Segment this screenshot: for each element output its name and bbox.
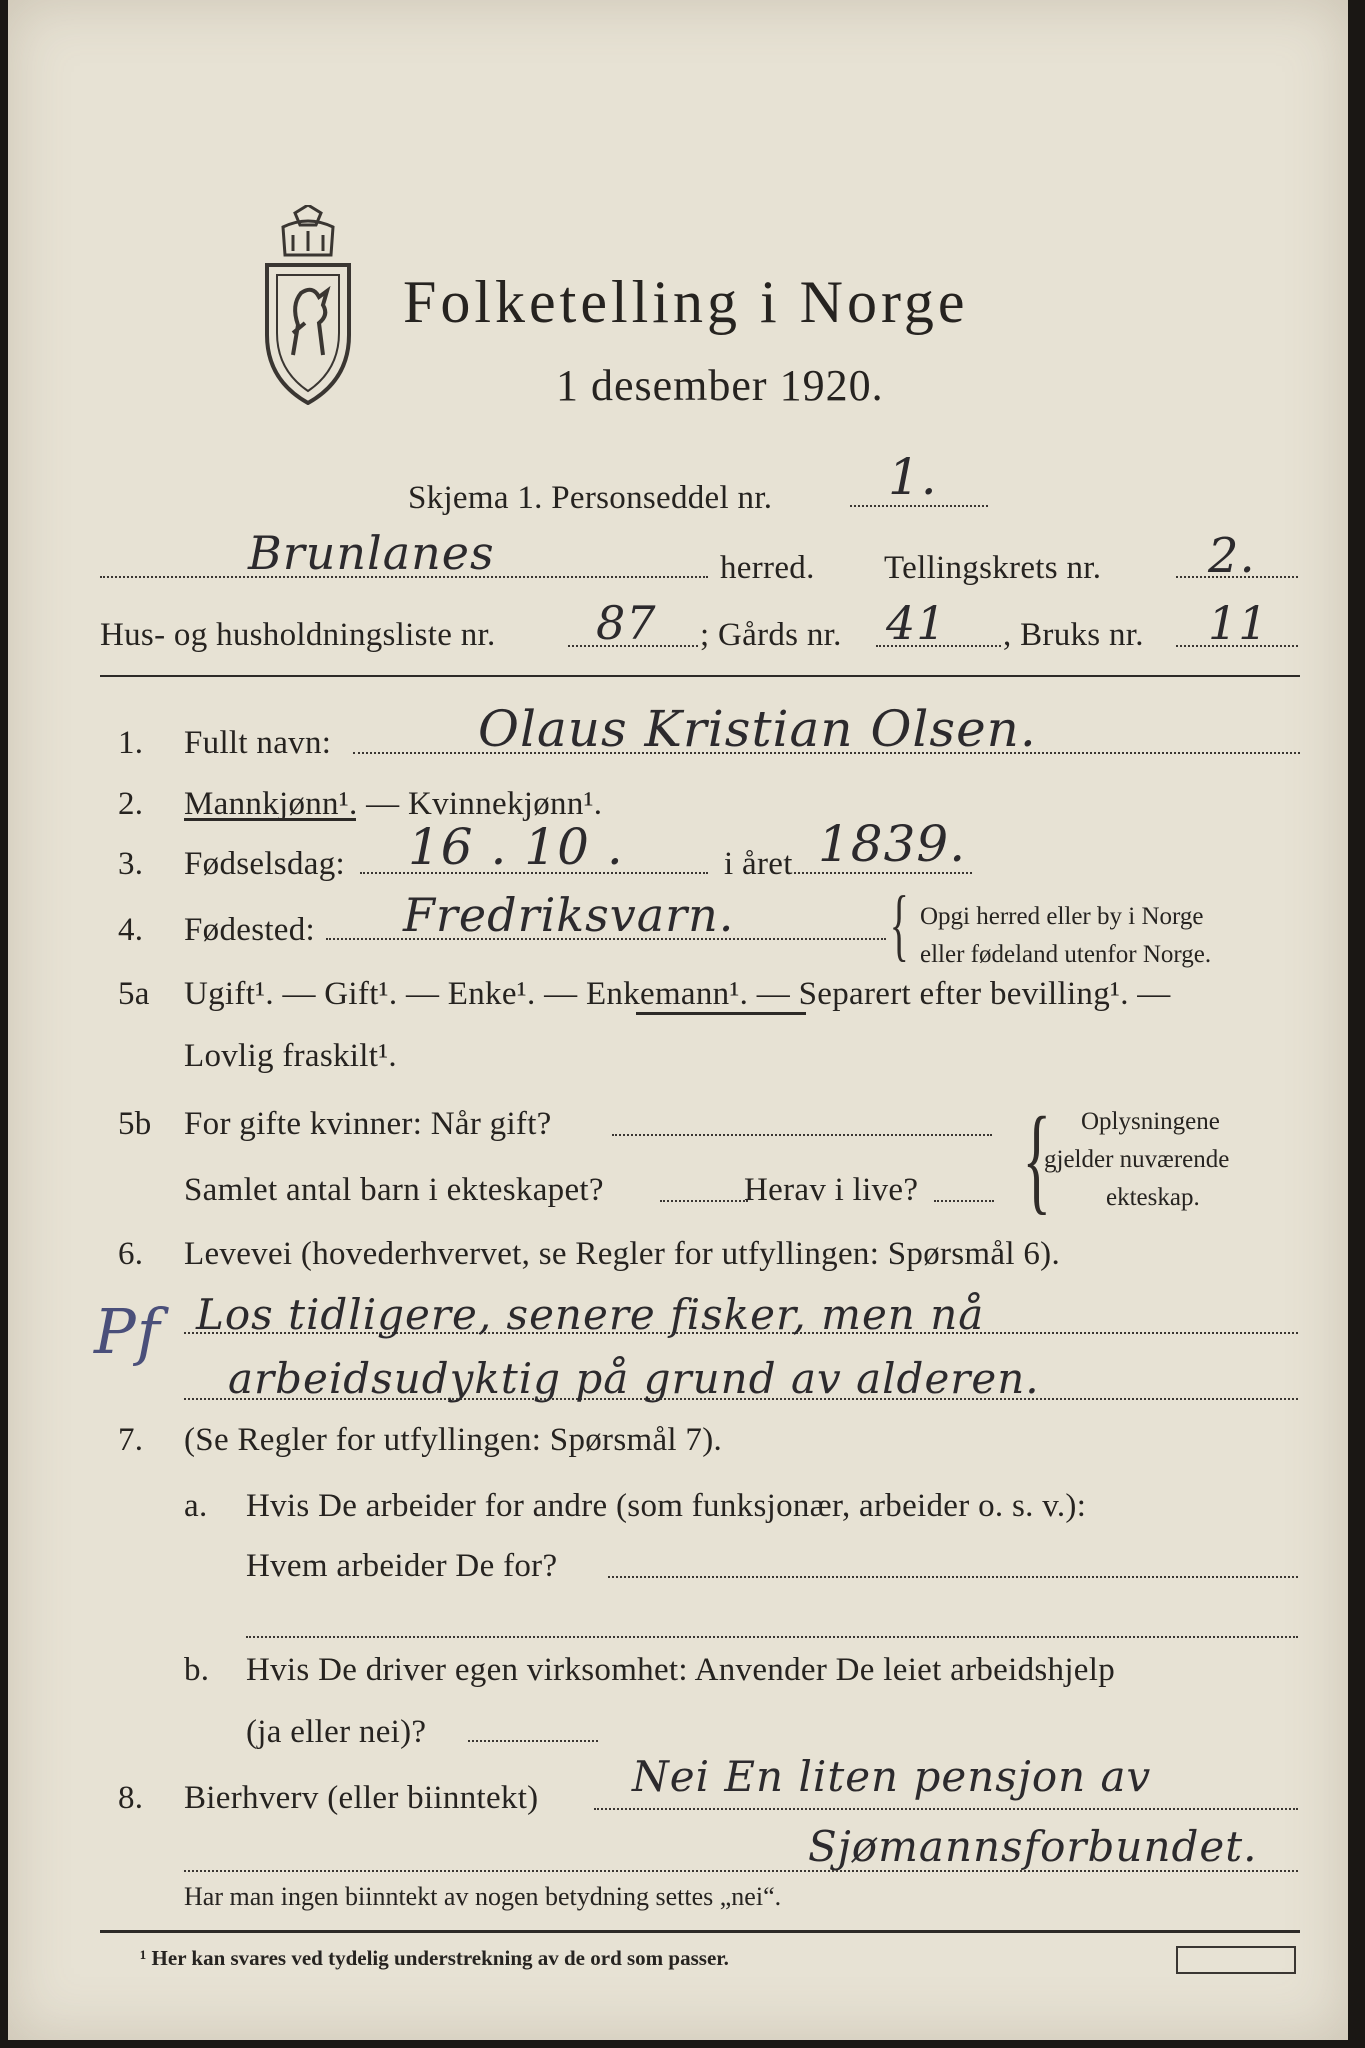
q5b-alive-label: Herav i live?: [744, 1172, 919, 1208]
birthplace-note-line2: eller fødeland utenfor Norge.: [920, 941, 1212, 968]
household-list-label: Hus- og husholdningsliste nr.: [100, 617, 496, 653]
q7-label: (Se Regler for utfyllingen: Spørsmål 7).: [184, 1422, 723, 1458]
full-name-value: Olaus Kristian Olsen.: [478, 700, 1037, 758]
q5b-note-line1: Oplysningene: [1081, 1108, 1220, 1135]
q6-label: Levevei (hovederhvervet, se Regler for utfyllingen: Spørsmål 6).: [184, 1236, 1061, 1272]
q7a-employer-label: Hvem arbeider De for?: [246, 1548, 558, 1584]
footnote: ¹ Her kan svares ved tydelig understrekning av de ord som passer.: [140, 1946, 729, 1970]
census-form-sheet: [8, 0, 1348, 2040]
coat-of-arms-icon: [253, 205, 363, 405]
farm-number-value: 41: [886, 596, 947, 650]
q2-label: Mannkjønn¹. — Kvinnekjønn¹.: [184, 786, 603, 822]
q7b-yes-no-label: (ja eller nei)?: [246, 1714, 427, 1750]
occupation-value-line1: Los tidligere, senere fisker, men nå: [196, 1290, 985, 1339]
birthplace-note-line1: Opgi herred eller by i Norge: [920, 903, 1204, 930]
schema-label: Skjema 1. Personseddel nr.: [408, 480, 773, 516]
side-income-value-line2: Sjømannsforbundet.: [808, 1822, 1258, 1871]
q7-number: 7.: [118, 1422, 144, 1458]
side-income-note: Har man ingen biinntekt av nogen betydning settes „nei“.: [184, 1882, 782, 1911]
census-district-label: Tellingskrets nr.: [884, 550, 1102, 586]
q7a-label: Hvis De arbeider for andre (som funksjonær, arbeider o. s. v.):: [246, 1488, 1087, 1524]
q4-number: 4.: [118, 912, 144, 948]
page-title: Folketelling i Norge: [403, 269, 969, 335]
q4-label: Fødested:: [184, 912, 316, 948]
q7b-label: Hvis De driver egen virksomhet: Anvender De leiet arbeidshjelp: [246, 1652, 1116, 1688]
q5a-number: 5a: [118, 976, 150, 1012]
printer-stamp: [1176, 1946, 1296, 1974]
q1-number: 1.: [118, 725, 144, 761]
farm-number-label: ; Gårds nr.: [700, 617, 842, 653]
personal-slip-number: 1.: [888, 448, 938, 506]
q7b-letter: b.: [184, 1652, 210, 1688]
occupation-value-line2: arbeidsudyktig på grund av alderen.: [228, 1354, 1040, 1403]
holding-number-value: 11: [1208, 596, 1269, 650]
q5b-number: 5b: [118, 1106, 152, 1142]
q3-label: Fødselsdag:: [184, 846, 345, 882]
q8-number: 8.: [118, 1780, 144, 1816]
q8-label: Bierhverv (eller biinntekt): [184, 1780, 539, 1816]
birthplace-value: Fredriksvarn.: [403, 888, 735, 942]
q5a-label-line2: Lovlig fraskilt¹.: [184, 1038, 397, 1074]
q5b-married-label: For gifte kvinner: Når gift?: [184, 1106, 552, 1142]
side-income-value-line1: Nei En liten pensjon av: [632, 1752, 1152, 1801]
birth-year-label: i året: [724, 846, 793, 882]
q3-number: 3.: [118, 846, 144, 882]
q1-label: Fullt navn:: [184, 725, 332, 761]
holding-number-label: , Bruks nr.: [1003, 617, 1144, 653]
page-subtitle: 1 desember 1920.: [556, 361, 884, 410]
q5b-children-label: Samlet antal barn i ekteskapet?: [184, 1172, 604, 1208]
q7a-letter: a.: [184, 1488, 208, 1524]
q5b-note-line2: gjelder nuværende: [1044, 1146, 1230, 1173]
birthdate-value: 16 . 10 .: [408, 818, 624, 876]
q5a-label: Ugift¹. — Gift¹. — Enke¹. — Enkemann¹. — Separert efter bevilling¹. —: [184, 976, 1171, 1012]
margin-annotation: Pf: [94, 1295, 161, 1368]
municipality-value: Brunlanes: [248, 526, 495, 580]
household-list-value: 87: [596, 596, 657, 650]
q6-number: 6.: [118, 1236, 144, 1272]
brace: {: [889, 881, 909, 969]
birth-year-value: 1839.: [818, 815, 967, 873]
census-district-value: 2.: [1208, 528, 1256, 584]
q2-number: 2.: [118, 786, 144, 822]
q5b-note-line3: ekteskap.: [1106, 1184, 1200, 1211]
municipality-label: herred.: [720, 550, 815, 586]
brace: {: [1022, 1092, 1052, 1225]
